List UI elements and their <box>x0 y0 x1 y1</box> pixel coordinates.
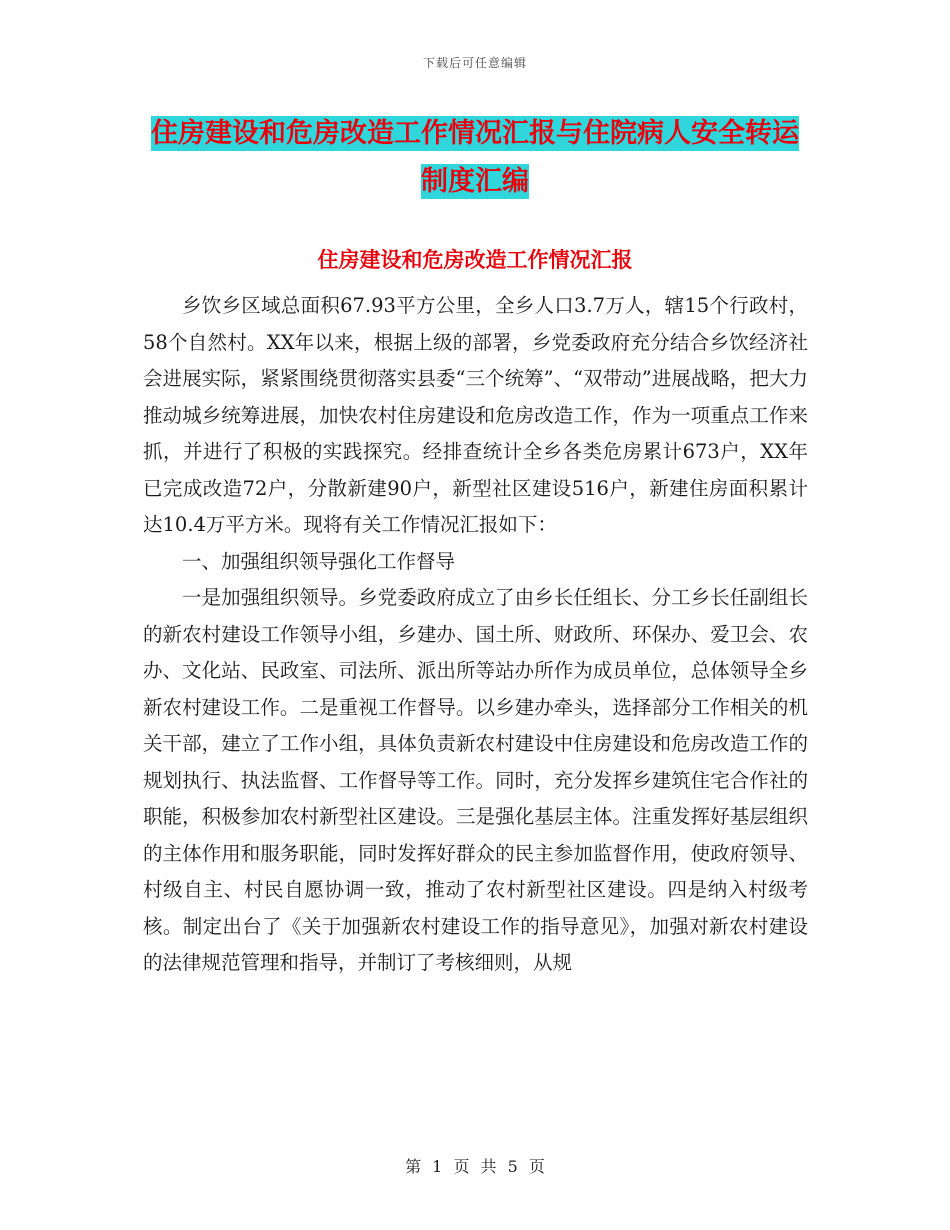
document-title-text: 住房建设和危房改造工作情况汇报与住院病人安全转运制度汇编 <box>151 118 799 197</box>
header-note: 下载后可任意编辑 <box>422 56 527 70</box>
paragraph-heading-1: 一、加强组织领导强化工作督导 <box>182 549 456 573</box>
page-footer: 第 1 页 共 5 页 <box>405 1157 545 1176</box>
document-body <box>143 288 808 982</box>
document-title <box>140 110 810 206</box>
paragraph-intro: 乡饮乡区域总面积67.93平方公里，全乡人口3.7万人，辖15个行政村，58个自然村。XX年以来，根据上级的部署，乡党委政府充分结合乡饮经济社会进展实际，紧紧围绕贯彻落实县委“三个统筹”、“双带动”进展战略，把大力推动城乡统筹进展，加快农村住房建设和危房改造工作，作为一项重点工作来抓，并进行了积极的实践探究。经排查统计全乡各类危房累计673户，XX年已完成改造72户，分散新建90户，新型社区建设516户，新建住房面积累计达10.4万平方米。现将有关工作情况汇报如下： <box>143 294 808 536</box>
paragraph-organization: 一是加强组织领导。乡党委政府成立了由乡长任组长、分工乡长任副组长的新农村建设工作领导小组，乡建办、国土所、财政所、环保办、爱卫会、农办、文化站、民政室、司法所、派出所等站办所作为成员单位，总体领导全乡新农村建设工作。二是重视工作督导。以乡建办牵头，选择部分工作相关的机关干部，建立了工作小组，具体负责新农村建设中住房建设和危房改造工作的规划执行、执法监督、工作督导等工作。同时，充分发挥乡建筑住宅合作社的职能，积极参加农村新型社区建设。三是强化基层主体。注重发挥好基层组织的主体作用和服务职能，同时发挥好群众的民主参加监督作用，使政府领导、村级自主、村民自愿协调一致，推动了农村新型社区建设。四是纳入村级考核。制定出台了《关于加强新农村建设工作的指导意见》，加强对新农村建设的法律规范管理和指导，并制订了考核细则，从规 <box>143 586 808 974</box>
section-title: 住房建设和危房改造工作情况汇报 <box>317 248 633 272</box>
